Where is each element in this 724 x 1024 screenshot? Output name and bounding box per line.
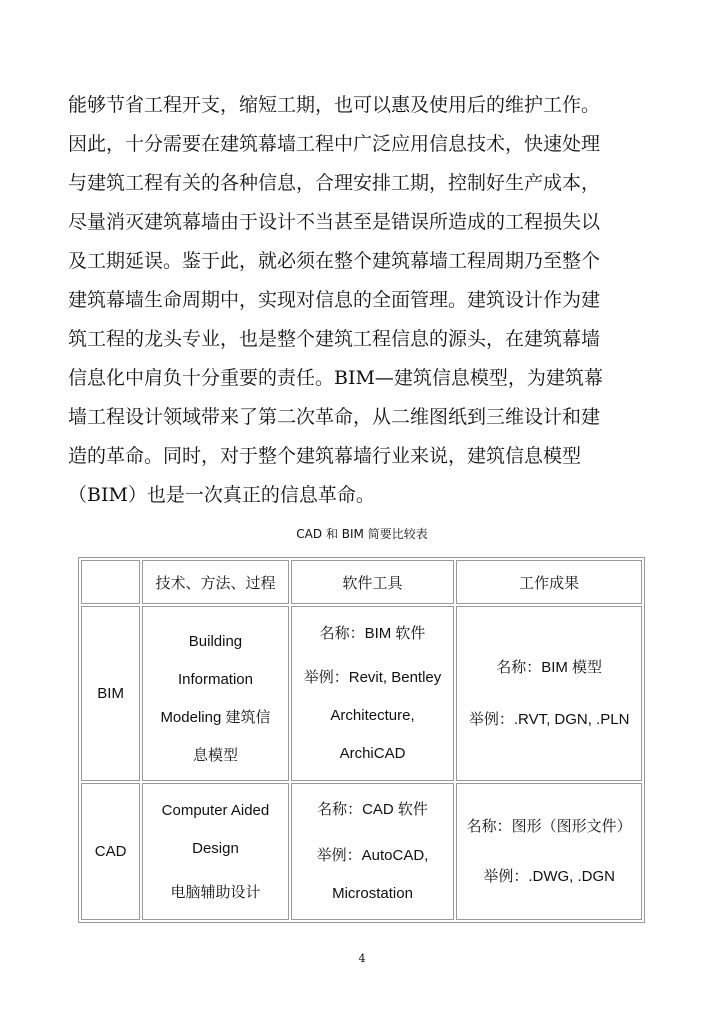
bim-tech-line: Building [188,632,243,650]
bim-software-line: Architecture, [330,706,415,724]
paragraph-line: 建筑幕墙生命周期中，实现对信息的全面管理。建筑设计作为建 [68,289,601,311]
bim-tech-cell [142,606,289,781]
header-tech: 技术、方法、过程 [142,560,289,604]
cad-software-line: 名称：CAD 软件 [317,800,428,818]
bim-result-line: 名称：BIM 模型 [496,658,603,676]
bim-software-line: 举例：Revit, Bentley [303,668,442,686]
cad-result-cell [456,783,642,920]
row-label-bim: BIM [81,606,140,781]
paragraph-line: 信息化中肩负十分重要的责任。BIM—建筑信息模型，为建筑幕 [68,367,603,389]
bim-software-cell [291,606,455,781]
paragraph-line: 及工期延误。鉴于此，就必须在整个建筑幕墙工程周期乃至整个 [68,250,601,272]
page-number: 4 [358,952,366,965]
bim-software-line: 名称：BIM 软件 [319,624,426,642]
header-software: 软件工具 [291,560,455,604]
table-caption: CAD 和 BIM 简要比较表 [296,527,428,541]
paragraph-line: 能够节省工程开支，缩短工期，也可以惠及使用后的维护工作。 [68,94,601,116]
bim-tech-line: 息模型 [192,746,238,764]
cad-software-line: 举例：AutoCAD, [316,846,429,864]
paragraph-line: 与建筑工程有关的各种信息，合理安排工期，控制好生产成本， [68,172,601,194]
header-result: 工作成果 [456,560,642,604]
table-row-cad [81,783,642,920]
table-row-bim [81,606,642,781]
cad-software-cell [291,783,455,920]
bim-result-line: 举例：.RVT, DGN, .PLN [468,710,630,728]
cad-tech-line: Design [192,839,239,857]
table-header-row [81,560,642,604]
paragraph-line: 因此，十分需要在建筑幕墙工程中广泛应用信息技术，快速处理 [68,133,601,155]
paragraph-line: 墙工程设计领域带来了第二次革命，从二维图纸到三维设计和建 [68,406,601,428]
cad-software-line: Microstation [332,884,413,902]
header-blank-cell [81,560,140,604]
bim-software-line: ArchiCAD [339,744,406,762]
bim-tech-line: Information [177,670,253,688]
paragraph-line: （BIM）也是一次真正的信息革命。 [68,484,375,506]
row-label-cad: CAD [81,783,140,920]
bim-result-cell [456,606,642,781]
cad-result-line: 举例：.DWG, .DGN [483,867,615,885]
cad-tech-line: Computer Aided [161,801,270,819]
comparison-table [78,557,645,923]
cad-tech-cell [142,783,289,920]
bim-tech-line: Modeling 建筑信 [160,708,271,726]
paragraph-line: 造的革命。同时，对于整个建筑幕墙行业来说，建筑信息模型 [68,445,582,467]
cad-tech-line: 电脑辅助设计 [170,883,261,901]
cad-result-line: 名称：图形（图形文件） [466,817,632,835]
paragraph-line: 尽量消灭建筑幕墙由于设计不当甚至是错误所造成的工程损失以 [68,211,601,233]
paragraph-line: 筑工程的龙头专业，也是整个建筑工程信息的源头，在建筑幕墙 [68,328,601,350]
